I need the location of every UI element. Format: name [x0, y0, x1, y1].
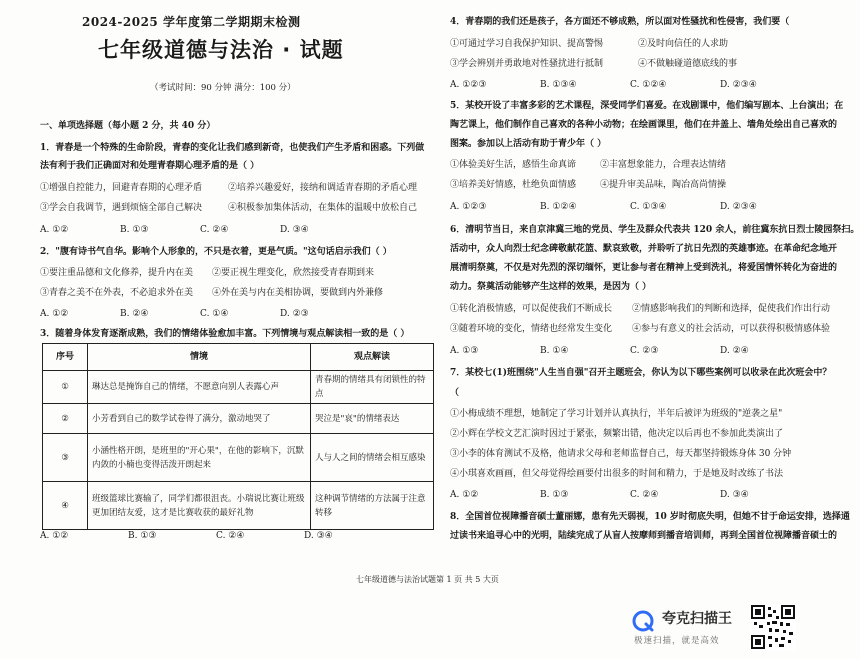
- q4-option-4: ④不做触碰道德底线的事: [638, 59, 738, 69]
- q3-choice-d: D. ③④: [304, 531, 333, 541]
- q7-stem-2: （: [450, 388, 460, 398]
- q5-stem-2: 陶艺课上，他们制作自己喜欢的各种小动物；在绘画课里，他们在井盖上、墙角处绘出自己喜欢的: [450, 120, 838, 130]
- q8-stem-2: 过读书来追寻心中的光明，陆续完成了从盲人按摩师到播音培训师，再到全国首位视障播音硕士的: [450, 531, 838, 541]
- q6-option-1: ①转化消极情感，可以促使我们不断成长: [450, 304, 613, 314]
- q5-option-1: ①体验美好生活，感悟生命真谛: [450, 160, 577, 170]
- section-heading: 一、单项选择题（每小题 2 分，共 40 分）: [40, 121, 216, 131]
- q2-stem: 2．"腹有诗书气自华。影响个人形象的，不只是衣着，更是气质。"这句话启示我们（ ）: [40, 247, 392, 257]
- q2-option-1: ①要注重品德和文化修养，提升内在美: [40, 268, 194, 278]
- q1-choice-c: C. ②④: [200, 225, 229, 235]
- q2-choice-a: A. ①②: [40, 309, 69, 319]
- q1-stem-2: 法有利于我们正确面对和处理青春期心理矛盾的是（ ）: [40, 161, 260, 171]
- q4-choice-a: A. ①②③: [450, 80, 487, 90]
- row-number: ③: [43, 434, 88, 482]
- q1-choice-a: A. ①②: [40, 225, 69, 235]
- q3-stem: 3．随着身体发育逐渐成熟，我们的情绪体验愈加丰富。下列情境与观点解读相一致的是（ ）: [40, 329, 410, 339]
- q7-stem-1: 7．某校七(1)班围绕"人生当自强"召开主题班会，你认为以下哪些案例可以收录在此次班会中？: [450, 368, 832, 378]
- table-row: [43, 371, 434, 404]
- q1-option-2: ②培养兴趣爱好，接纳和调适青春期的矛盾心理: [228, 183, 418, 193]
- row-view: 人与人之间的情绪会相互感染: [311, 434, 434, 482]
- row-number: ②: [43, 404, 88, 434]
- q6-choice-d: D. ②④: [720, 346, 749, 356]
- q5-option-4: ④提升审美品味，陶冶高尚情操: [600, 180, 727, 190]
- q7-choice-a: A. ①②: [450, 490, 479, 500]
- table-header-no: 序号: [43, 344, 88, 371]
- q1-stem-1: 1．青春是一个特殊的生命阶段，青春的变化让我们感到新奇，也使我们产生矛盾和困惑。下列做: [40, 143, 425, 153]
- q6-stem-1: 6．清明节当日，来自京津冀三地的党员、学生及群众代表共 120 余人，前往冀东抗日烈士陵园祭扫。: [450, 225, 860, 235]
- q5-choice-c: C. ①③④: [630, 202, 667, 212]
- q5-stem-1: 5．某校开设了丰富多彩的艺术课程，深受同学们喜爱。在戏剧课中，他们编写剧本、上台演出；在: [450, 101, 844, 111]
- q7-option-3: ③小李的体育测试不及格，他请求父母和老师监督自己，每天都坚持锻炼身体 30 分钟: [450, 449, 792, 459]
- q7-option-1: ①小梅成绩不理想，她制定了学习计划并认真执行，半年后被评为班级的"逆袭之星": [450, 409, 783, 419]
- q3-choice-b: B. ①③: [128, 531, 157, 541]
- brand-name: 夸克扫描王: [662, 611, 732, 627]
- table-header-view: 观点解读: [311, 344, 434, 371]
- row-situation: 小芳看到自己的数学试卷得了满分，激动地哭了: [88, 404, 311, 434]
- exam-term: 2024-2025 学年度第二学期期末检测: [82, 15, 301, 29]
- q6-choice-b: B. ①④: [540, 346, 569, 356]
- q6-option-2: ②情感影响我们的判断和选择，促使我们作出行动: [632, 304, 831, 314]
- row-situation: 小涵性格开朗，是班里的"开心果"，在他的影响下，沉默内敛的小楠也变得活泼开朗起来: [88, 434, 311, 482]
- q5-option-2: ②丰富想象能力，合理表达情绪: [600, 160, 727, 170]
- q1-option-1: ①增强自控能力，回避青春期的心理矛盾: [40, 183, 203, 193]
- q2-choice-b: B. ②④: [120, 309, 149, 319]
- q4-choice-c: C. ①②④: [630, 80, 667, 90]
- q6-option-3: ③随着环境的变化，情绪也经常发生变化: [450, 324, 613, 334]
- exam-meta: （考试时间：90 分钟 满分：100 分）: [150, 83, 296, 93]
- scanner-watermark: [632, 606, 752, 650]
- q6-stem-2: 活动中，众人向烈士纪念碑敬献花篮、默哀致敬，并聆听了抗日先烈的英雄事迹。在革命纪念地开: [450, 244, 838, 254]
- q5-choice-b: B. ①②④: [540, 202, 577, 212]
- q3-table: [42, 343, 434, 530]
- q7-option-4: ④小琪喜欢画画，但父母觉得绘画要付出很多的时间和精力，于是她及时改练了书法: [450, 469, 784, 479]
- table-row: [43, 404, 434, 434]
- q3-choice-c: C. ②④: [216, 531, 245, 541]
- row-view: 这种调节情绪的方法属于注意转移: [311, 482, 434, 530]
- q5-option-3: ③培养美好情感，杜绝负面情感: [450, 180, 577, 190]
- q4-option-3: ③学会辨别并勇敢地对性骚扰进行抵制: [450, 59, 604, 69]
- row-number: ④: [43, 482, 88, 530]
- row-view: 哭泣是"哀"的情绪表达: [311, 404, 434, 434]
- q8-stem-1: 8．全国首位视障播音硕士董丽娜，患有先天弱视，10 岁时彻底失明，但她不甘于命运安排，选择通: [450, 512, 850, 522]
- q4-choice-d: D. ②③④: [720, 80, 757, 90]
- q2-choice-c: C. ①④: [200, 309, 229, 319]
- q6-stem-3: 展清明祭奠，不仅是对先烈的深切缅怀，更让参与者在精神上受到洗礼，将爱国情怀转化为奋进的: [450, 263, 838, 273]
- q3-choice-a: A. ①②: [40, 531, 69, 541]
- q5-choice-d: D. ②③④: [720, 202, 757, 212]
- table-row: [43, 482, 434, 530]
- quark-logo-icon: [632, 610, 654, 632]
- q4-stem: 4．青春期的我们还是孩子，各方面还不够成熟，所以面对性骚扰和性侵害，我们要（: [450, 17, 790, 27]
- q7-choice-d: D. ③④: [720, 490, 749, 500]
- q2-choice-d: D. ②③: [280, 309, 309, 319]
- q6-stem-4: 动力。祭奠活动能够产生这样的效果，是因为（ ）: [450, 282, 652, 292]
- q1-choice-b: B. ①③: [120, 225, 149, 235]
- row-number: ①: [43, 371, 88, 404]
- q4-choice-b: B. ①③④: [540, 80, 577, 90]
- q6-option-4: ④参与有意义的社会活动，可以获得积极情感体验: [632, 324, 831, 334]
- brand-slogan: 极速扫描，就是高效: [634, 636, 720, 646]
- q1-option-3: ③学会自我调节，遇到烦恼全部自己解决: [40, 203, 203, 213]
- page-footer: 七年级道德与法治试题第 1 页 共 5 大页: [356, 575, 499, 584]
- table-header-situation: 情境: [88, 344, 311, 371]
- row-view: 青春期的情绪具有闭锁性的特点: [311, 371, 434, 404]
- q7-choice-b: B. ①③: [540, 490, 569, 500]
- q5-choice-a: A. ①②③: [450, 202, 487, 212]
- q2-option-3: ③青春之美不在外表，不必追求外在美: [40, 288, 194, 298]
- q2-option-4: ④外在美与内在美相协调，要做到内外兼修: [212, 288, 384, 298]
- q2-option-2: ②要正视生理变化，欣然接受青春期到来: [212, 268, 375, 278]
- row-situation: 班级篮球比赛输了，同学们都很沮丧。小瑞说比赛让班级更加团结友爱，这才是比赛收获的最好礼物: [88, 482, 311, 530]
- table-header-row: [43, 344, 434, 371]
- row-situation: 琳达总是掩饰自己的情绪，不愿意向别人表露心声: [88, 371, 311, 404]
- q7-option-2: ②小辉在学校文艺汇演时因过于紧张，频繁出错，他决定以后再也不参加此类演出了: [450, 429, 784, 439]
- q6-choice-c: C. ②③: [630, 346, 659, 356]
- table-row: [43, 434, 434, 482]
- q7-choice-c: C. ②④: [630, 490, 659, 500]
- q1-option-4: ④积极参加集体活动，在集体的温暖中放松自己: [228, 203, 418, 213]
- q4-option-1: ①可通过学习自我保护知识、提高警惕: [450, 39, 604, 49]
- exam-title: 七年级道德与法治 · 试题: [98, 38, 344, 62]
- q1-choice-d: D. ③④: [280, 225, 309, 235]
- q5-stem-3: 图案。参加以上活动有助于青少年（ ）: [450, 139, 607, 149]
- q6-choice-a: A. ①③: [450, 346, 479, 356]
- qr-code-icon: [750, 604, 796, 650]
- q4-option-2: ②及时向信任的人求助: [638, 39, 729, 49]
